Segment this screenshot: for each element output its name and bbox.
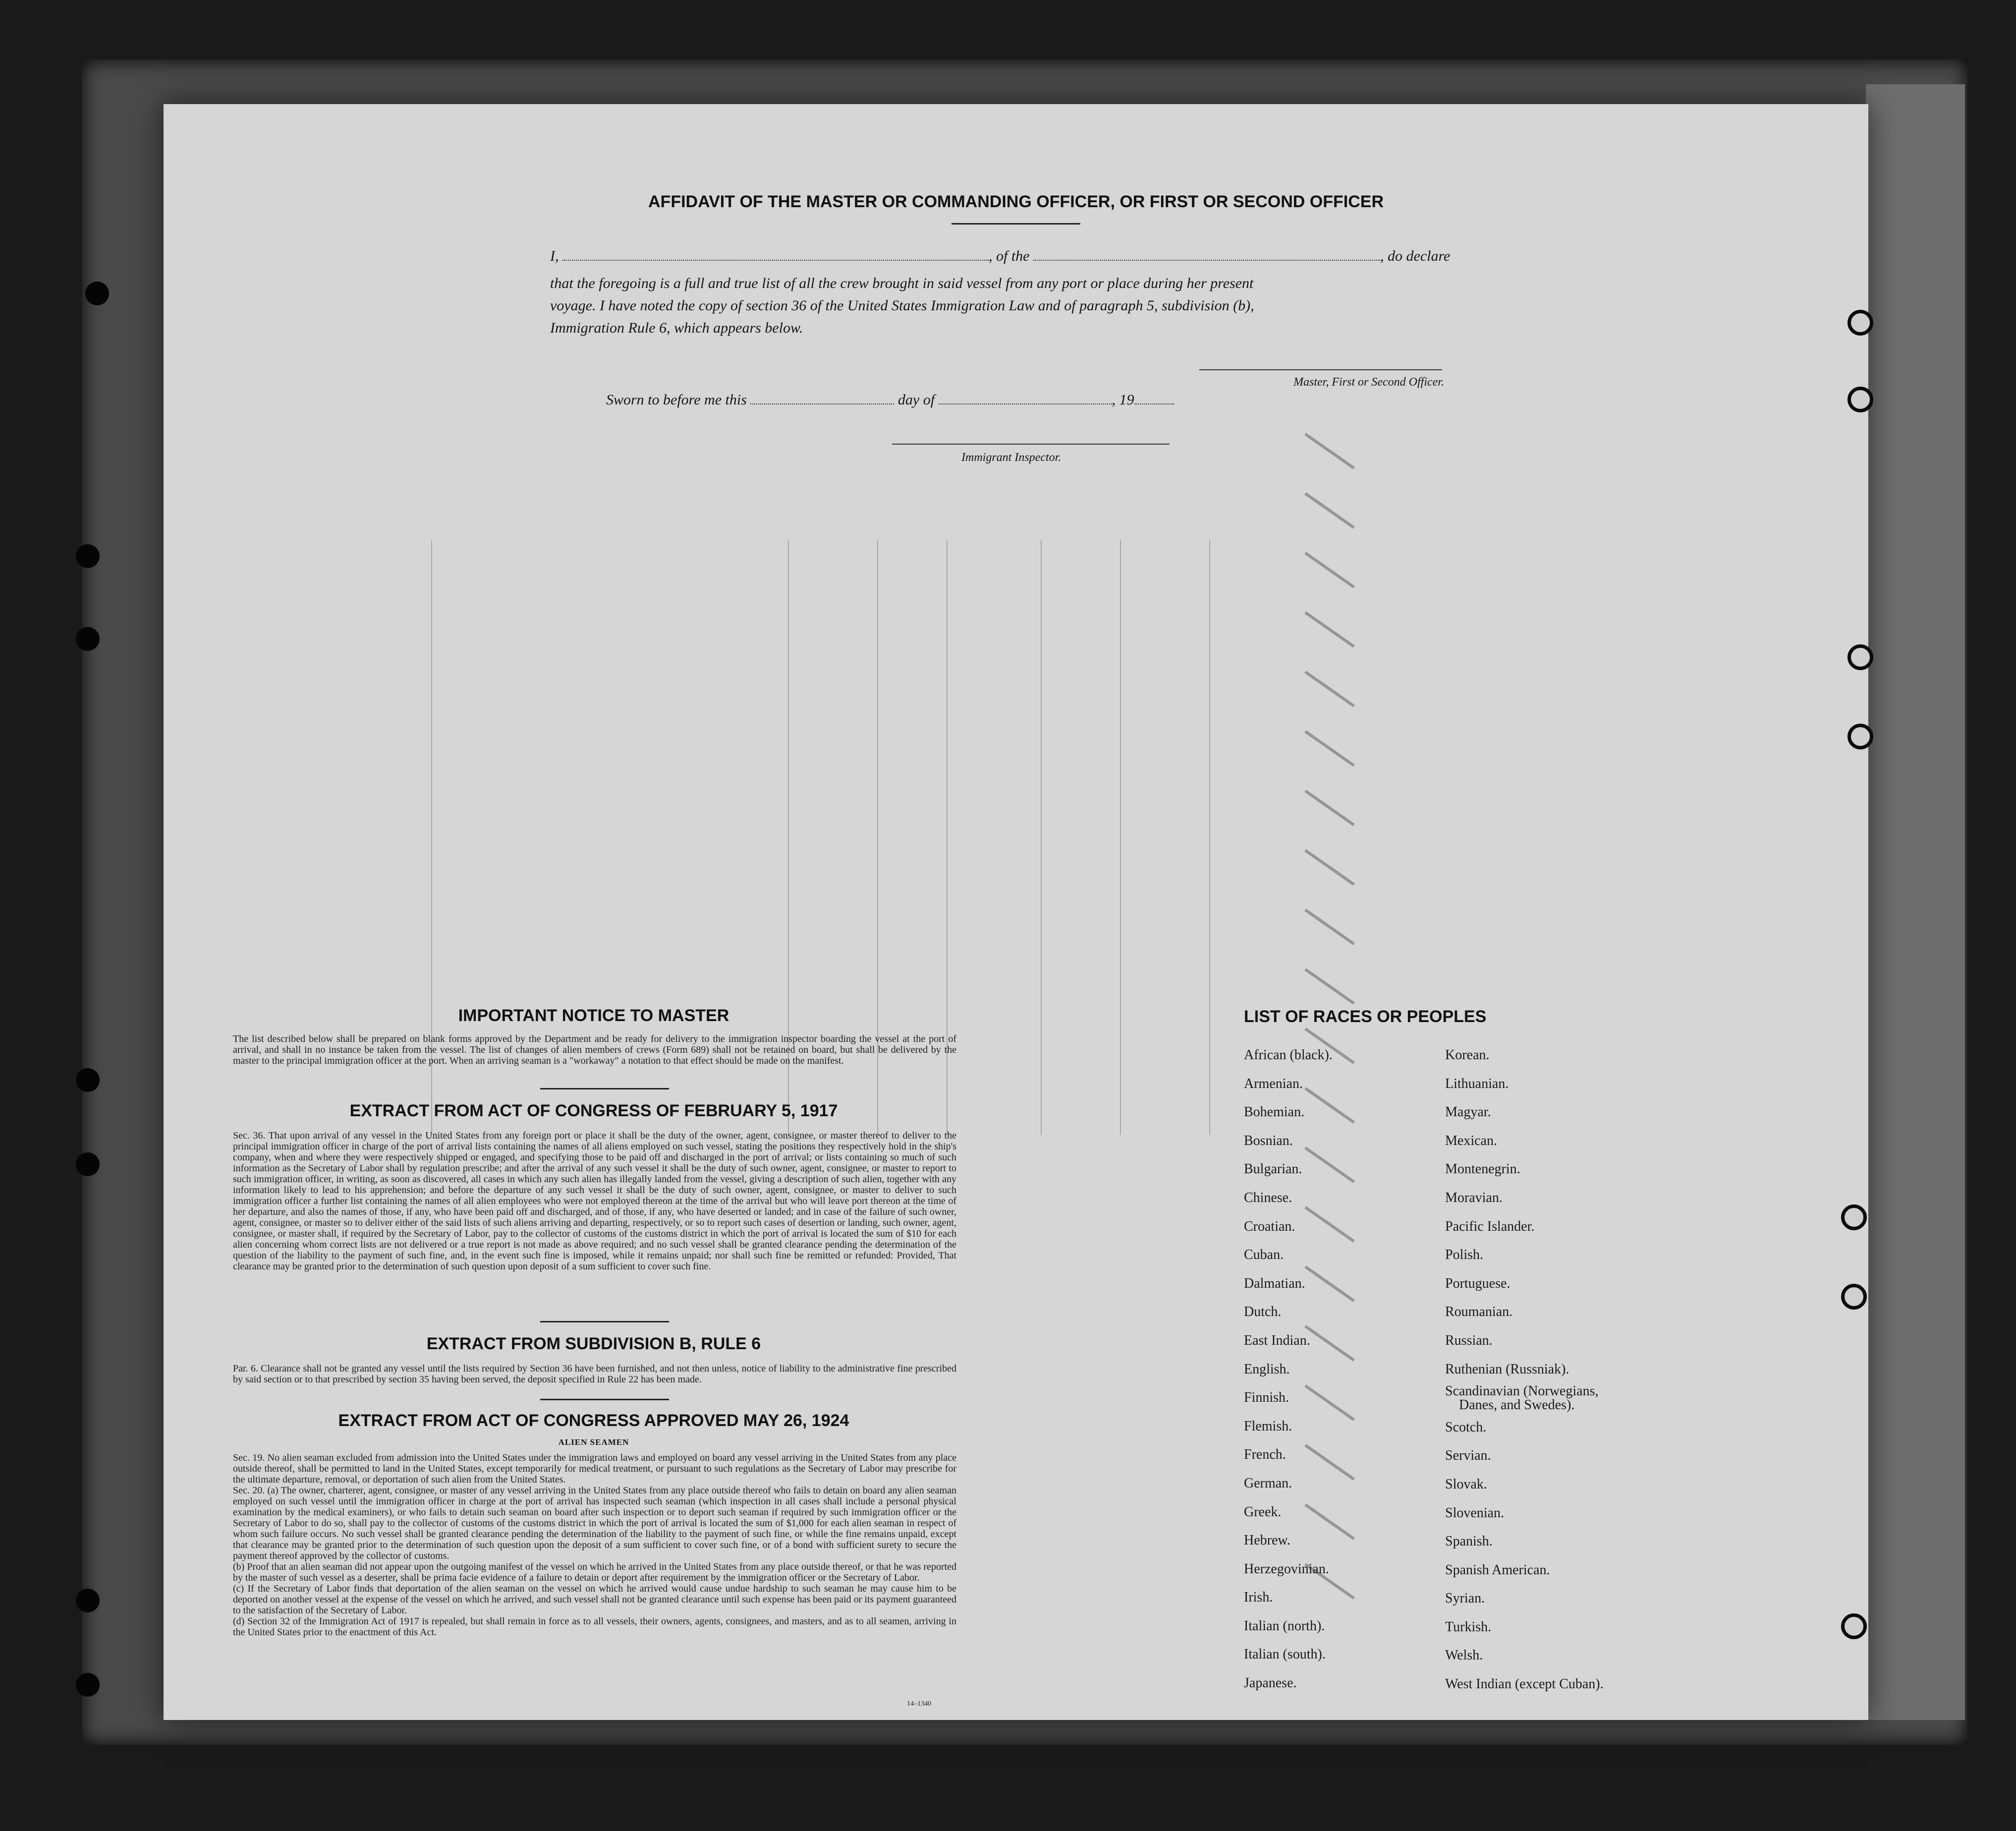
vessel-name-field[interactable] xyxy=(1033,260,1380,261)
binder-hole xyxy=(85,282,109,305)
binder-ring xyxy=(1848,644,1873,670)
race-item: Montenegrin. xyxy=(1445,1161,1520,1177)
race-item: German. xyxy=(1244,1475,1292,1491)
race-item: English. xyxy=(1244,1361,1290,1377)
master-name-field[interactable] xyxy=(562,260,989,261)
year-label: , 19 xyxy=(1112,392,1134,408)
sec-20d: (d) Section 32 of the Immigration Act of 1917 is repealed, but shall remain in force as to all vessels, their owners, agents, consignees, and masters, and as to all seamen, arriving in the United States prior to the enactment of this Act. xyxy=(233,1616,956,1638)
inspector-caption: Immigrant Inspector. xyxy=(961,451,1062,464)
race-item: Polish. xyxy=(1445,1247,1484,1263)
pencil-mark xyxy=(1304,968,1355,1005)
race-item: Welsh. xyxy=(1445,1648,1483,1663)
race-item: Scandinavian (Norwegians, xyxy=(1445,1383,1599,1399)
race-item: Chinese. xyxy=(1244,1190,1292,1205)
races-title: LIST OF RACES OR PEOPLES xyxy=(1244,1007,1487,1026)
races-column-1 xyxy=(1244,1041,1333,1698)
race-item: Dutch. xyxy=(1244,1304,1282,1320)
pencil-mark xyxy=(1304,671,1355,707)
race-item: Mexican. xyxy=(1445,1133,1497,1148)
binder-hole xyxy=(76,1068,100,1092)
pencil-mark xyxy=(1304,730,1355,767)
sheet-edge xyxy=(1866,84,1965,1720)
race-item: Italian (south). xyxy=(1244,1647,1326,1662)
race-item: Servian. xyxy=(1445,1448,1491,1464)
race-item: Irish. xyxy=(1244,1590,1273,1605)
binder-ring xyxy=(1841,1204,1867,1230)
race-item: Japanese. xyxy=(1244,1675,1297,1691)
ghost-rule xyxy=(1041,540,1042,1135)
affidavit-of-the: , of the xyxy=(989,248,1030,264)
binder-ring xyxy=(1841,1613,1867,1639)
extract-1924-title: EXTRACT FROM ACT OF CONGRESS APPROVED MAY 26, 1924 xyxy=(338,1411,849,1430)
race-item: Flemish. xyxy=(1244,1418,1292,1434)
race-item: Russian. xyxy=(1445,1332,1493,1348)
race-item: French. xyxy=(1244,1447,1286,1463)
pencil-mark xyxy=(1304,790,1355,826)
ghost-rule xyxy=(1120,540,1121,1135)
race-item: Slovak. xyxy=(1445,1476,1487,1492)
race-item: Lithuanian. xyxy=(1445,1076,1509,1091)
sworn-label: Sworn to before me this xyxy=(606,392,747,408)
pencil-mark xyxy=(1304,433,1355,469)
binder-ring xyxy=(1848,310,1873,336)
race-item: Moravian. xyxy=(1445,1190,1503,1205)
race-item: Italian (north). xyxy=(1244,1618,1325,1634)
race-item-scandinavian xyxy=(1445,1383,1604,1413)
master-signature-line[interactable] xyxy=(1199,369,1442,370)
sworn-month-field[interactable] xyxy=(939,403,1112,404)
affidavit-line-2: that the foregoing is a full and true list of all the crew brought in said vessel from any port or place during her present xyxy=(550,275,1254,291)
race-item: Croatian. xyxy=(1244,1218,1295,1234)
race-item: Greek. xyxy=(1244,1504,1282,1520)
extract-1924-body xyxy=(233,1452,956,1638)
notice-text: The list described below shall be prepared on blank forms approved by the Department and be ready for delivery to the immigration inspector boarding the vessel at the port of arrival, and shall in no instance be taken from the vessel. The list of changes of alien members of crews (Form 689) shall not be retained on board, but shall be delivered by the master to the principal immigration officer at the port. When an arriving seaman is a "workaway" a notation to that effect should be made on the manifest. xyxy=(233,1033,956,1066)
pencil-mark xyxy=(1304,611,1355,648)
binder-ring xyxy=(1841,1284,1867,1310)
sec-20a: Sec. 20. (a) The owner, charterer, agent, consignee, or master of any vessel arriving in the United States from any place outside thereof who fails to detain on board any alien seaman employed on such vessel until the immigration officer in charge at the port of arrival has inspected such seaman (which inspection in all cases shall include a personal physical examination by the medical examiners), or who fails to detain such seaman on board after such inspection or to deport such seaman if required by such immigration officer or the Secretary of Labor to do so, shall pay to the collector of customs of the customs district in which the port of arrival is located the sum of $1,000 for each alien seaman in respect of whom such failure occurs. No such vessel shall be granted clearance pending the determination of the liability to the payment of such fine, or while the fine remains unpaid, except that clearance may be granted prior to the determination of such question upon the deposit of a sum sufficient to cover such fine, or of a bond with sufficient surety to secure the payment thereof approved by the collector of customs. xyxy=(233,1485,956,1561)
extract-1917-text: Sec. 36. That upon arrival of any vessel in the United States from any foreign port or place it shall be the duty of the owner, agent, consignee, or master thereof to deliver to the principal immigration officer in charge of the port of arrival lists containing the names of all aliens employed on such vessel, stating the positions they respectively hold in the ship's company, when and where they were respectively shipped or engaged, and specifying those to be paid off and discharged in the port of arrival; or lists containing so much of such information as the Secretary of Labor shall by regulation prescribe; and after the arrival of any such vessel it shall be the duty of such owner, agent, consignee, or master to report to such immigration officer, in writing, as soon as discovered, all cases in which any such alien has illegally landed from the vessel, giving a description of such alien, together with any information likely to lead to his apprehension; and before the departure of any such vessel it shall be the duty of such owner, agent, consignee, or master to deliver to such immigration officer a further list containing the names of all alien employees who were not employed thereon at the time of the arrival but who will leave port thereon at the time of her departure, and also the names of those, if any, who have been paid off and discharged, and of those, if any, who have deserted or landed; and in case of the failure of such owner, agent, consignee, or master so to deliver either of the said lists of such aliens arriving and departing, respectively, or so to report such cases of desertion or landing, such owner, agent, consignee, or master shall, if required by the Secretary of Labor, pay to the collector of customs of the customs district in which the port of arrival is located the sum of $10 for each alien concerning whom correct lists are not delivered or a true report is not made as above required; and no such vessel shall be granted clearance pending the determination of the question of the liability to the payment of such fine, and, in the event such fine is imposed, while it remains unpaid; nor shall such fine be remitted or refunded: Provided, That clearance may be granted prior to the determination of such question upon deposit of a sum sufficient to cover such fine. xyxy=(233,1130,956,1272)
binder-ring xyxy=(1848,724,1873,749)
extract-1917-title: EXTRACT FROM ACT OF CONGRESS OF FEBRUARY 5, 1917 xyxy=(349,1101,838,1120)
race-item: Pacific Islander. xyxy=(1445,1218,1535,1234)
sworn-line xyxy=(606,392,1174,408)
sworn-year-field[interactable] xyxy=(1134,403,1174,404)
affidavit-title: AFFIDAVIT OF THE MASTER OR COMMANDING OFFICER, OR FIRST OR SECOND OFFICER xyxy=(648,192,1384,211)
race-item: Dalmatian. xyxy=(1244,1275,1305,1291)
race-item: African (black). xyxy=(1244,1047,1333,1063)
binder-hole xyxy=(76,544,100,568)
race-item: Armenian. xyxy=(1244,1076,1303,1091)
affidavit-title-rule xyxy=(952,223,1080,225)
affidavit-declaration-line xyxy=(550,248,1450,265)
race-item: Herzegovinian. xyxy=(1244,1561,1329,1577)
affidavit-line-4: Immigration Rule 6, which appears below. xyxy=(550,320,803,336)
section-divider xyxy=(540,1088,669,1089)
race-item: Bohemian. xyxy=(1244,1104,1305,1120)
affidavit-line-3: voyage. I have noted the copy of section 36 of the United States Immigration Law and of paragraph 5, subdivision (b), xyxy=(550,297,1254,314)
master-signature-caption: Master, First or Second Officer. xyxy=(1293,376,1444,389)
race-item: Spanish. xyxy=(1445,1534,1493,1549)
document-sheet xyxy=(164,104,1868,1720)
race-item: Portuguese. xyxy=(1445,1275,1511,1291)
binder-hole xyxy=(76,1152,100,1176)
race-item: Finnish. xyxy=(1244,1390,1289,1406)
affidavit-i-label: I, xyxy=(550,248,559,264)
race-item: Roumanian. xyxy=(1445,1304,1513,1320)
ghost-rule xyxy=(1209,540,1210,1135)
race-item: Bulgarian. xyxy=(1244,1161,1302,1177)
sec-19: Sec. 19. No alien seaman excluded from admission into the United States under the immigration laws and employed on board any vessel arriving in the United States from any place outside thereof, shall be permitted to land in the United States, except temporarily for medical treatment, or pursuant to such regulations as the Secretary of Labor may prescribe for the ultimate departure, removal, or deportation of such alien from the United States. xyxy=(233,1452,956,1485)
sec-20b: (b) Proof that an alien seaman did not appear upon the outgoing manifest of the vessel on which he arrived in the United States from any place outside thereof, or that he was reported by the master of such vessel as a deserter, shall be prima facie evidence of a failure to detain or deport after requirement by the immigration officer or the Secretary of Labor. xyxy=(233,1561,956,1583)
inspector-signature-line[interactable] xyxy=(892,444,1170,445)
race-item: Scotch. xyxy=(1445,1419,1487,1435)
rule6-text: Par. 6. Clearance shall not be granted any vessel until the lists required by Section 36 have been furnished, and not then unless, notice of liability to the administrative fine prescribed by said section or to that prescribed by section 35 having been served, the deposit specified in Rule 22 has been made. xyxy=(233,1363,956,1385)
race-item: West Indian (except Cuban). xyxy=(1445,1676,1604,1692)
affidavit-do-declare: , do declare xyxy=(1380,248,1451,264)
sec-20c: (c) If the Secretary of Labor finds that deportation of the alien seaman on the vessel on which he arrived would cause undue hardship to such seaman he may cause him to be deported on another vessel at the expense of the vessel on which he arrived, and such vessel shall not be granted clearance until such expense has been paid or its payment guaranteed to the satisfaction of the Secretary of Labor. xyxy=(233,1583,956,1616)
sworn-date-field[interactable] xyxy=(750,403,894,404)
race-item-continuation: Danes, and Swedes). xyxy=(1459,1397,1575,1413)
binder-ring xyxy=(1848,387,1873,412)
binder-hole xyxy=(76,1673,100,1697)
extract-1924-subtitle: ALIEN SEAMEN xyxy=(558,1437,629,1447)
pencil-mark xyxy=(1304,552,1355,588)
pencil-mark xyxy=(1304,492,1355,529)
section-divider xyxy=(540,1399,669,1400)
race-item: Korean. xyxy=(1445,1047,1490,1063)
binder-hole xyxy=(76,1589,100,1612)
pencil-mark xyxy=(1304,909,1355,945)
race-item: Ruthenian (Russniak). xyxy=(1445,1361,1569,1377)
race-item: Bosnian. xyxy=(1244,1133,1293,1148)
race-item: Turkish. xyxy=(1445,1619,1492,1635)
form-number: 14–1340 xyxy=(907,1700,931,1708)
day-of-label: day of xyxy=(897,392,935,408)
race-item: Magyar. xyxy=(1445,1104,1491,1120)
races-column-2 xyxy=(1445,1041,1604,1699)
section-divider xyxy=(540,1321,669,1322)
rule6-title: EXTRACT FROM SUBDIVISION B, RULE 6 xyxy=(426,1334,761,1353)
race-item: Spanish American. xyxy=(1445,1562,1550,1578)
race-item: Syrian. xyxy=(1445,1591,1485,1606)
pencil-mark xyxy=(1304,849,1355,886)
race-item: East Indian. xyxy=(1244,1332,1310,1348)
notice-title: IMPORTANT NOTICE TO MASTER xyxy=(458,1006,729,1025)
race-item: Slovenian. xyxy=(1445,1505,1504,1521)
race-item: Cuban. xyxy=(1244,1247,1284,1263)
race-item: Hebrew. xyxy=(1244,1533,1290,1548)
binder-hole xyxy=(76,627,100,651)
